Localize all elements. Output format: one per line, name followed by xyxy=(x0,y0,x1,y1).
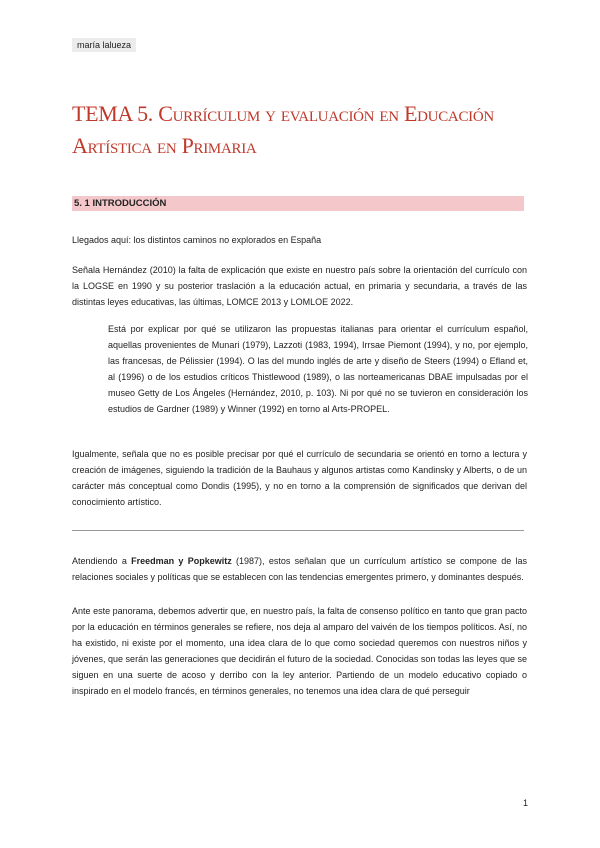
paragraph-3-authors: Freedman y Popkewitz xyxy=(131,556,232,566)
block-quote: Está por explicar por qué se utilizaron las propuestas italianas para orientar el currículum español, aquellas provenientes de Munari (1979), Lazzoti (1983, 1994), Irrsae Piemont (1994), y no, por ejemplo, las francesas, de Pélissier (1994). O las del mundo inglés de arte y diseño de Steers (1994) o Efland et, al (1996) o de los estudios críticos Thistlewood (1989), o las norteamericanas DBAE impulsadas por el museo Getty de Los Ángeles (Hernández, 2010, p. 103). Ni por qué no se tuvieron en consideración los estudios de Gardner (1989) y Winner (1992) en torno al Arts-PROPEL. xyxy=(108,324,528,414)
subheading: Llegados aquí: los distintos caminos no explorados en España xyxy=(72,235,322,245)
paragraph-3-lead: Atendiendo a xyxy=(72,556,132,566)
horizontal-divider xyxy=(72,530,524,531)
paragraph-2: Igualmente, señala que no es posible precisar por qué el currículo de secundaria se orientó en torno a lectura y creación de imágenes, siguiendo la tradición de la Bauhaus y algunos artistas como Kandinsky y Alberts, o de un carácter más conceptual como Dondis (1995), y no en torno a la comprensión de significados que derivan del conocimiento artístico. xyxy=(72,449,527,507)
section-heading: 5. 1 INTRODUCCIÓN xyxy=(72,196,524,211)
paragraph-3-rest: (1987), estos señalan que un currículum artístico se compone de las relaciones sociales y políticas que se establecen con las tendencias emergentes primero, y dominantes después. xyxy=(72,556,528,582)
paragraph-3 xyxy=(72,553,527,585)
page-title: TEMA 5. Currículum y evaluación en Educación Artística en Primaria xyxy=(72,101,494,158)
paragraph-1: Señala Hernández (2010) la falta de explicación que existe en nuestro país sobre la orientación del currículo con la LOGSE en 1990 y su posterior traslación a la educación actual, en primaria y secundaria, a través de las distintas leyes educativas, las últimas, LOMCE 2013 y LOMLOE 2022. xyxy=(72,265,527,307)
paragraph-4: Ante este panorama, debemos advertir que, en nuestro país, la falta de consenso político en tanto que gran pacto por la educación en términos generales se refiere, nos deja al amparo del vaivén de los tiempos políticos. Así, no ha existido, ni existe por el momento, una idea clara de lo que como sociedad queremos con nuestros niños y jóvenes, que serán las generaciones que decidirán el futuro de la sociedad. Conocidas son todas las leyes que se siguen en una suerte de acoso y derribo con la ley anterior. Partiendo de un modelo educativo copiado o inspirado en el modelo francés, en términos generales, no tenemos una idea clara de qué perseguir xyxy=(72,606,527,696)
page-number: 1 xyxy=(522,798,528,808)
author-tag: maría lalueza xyxy=(72,38,136,52)
